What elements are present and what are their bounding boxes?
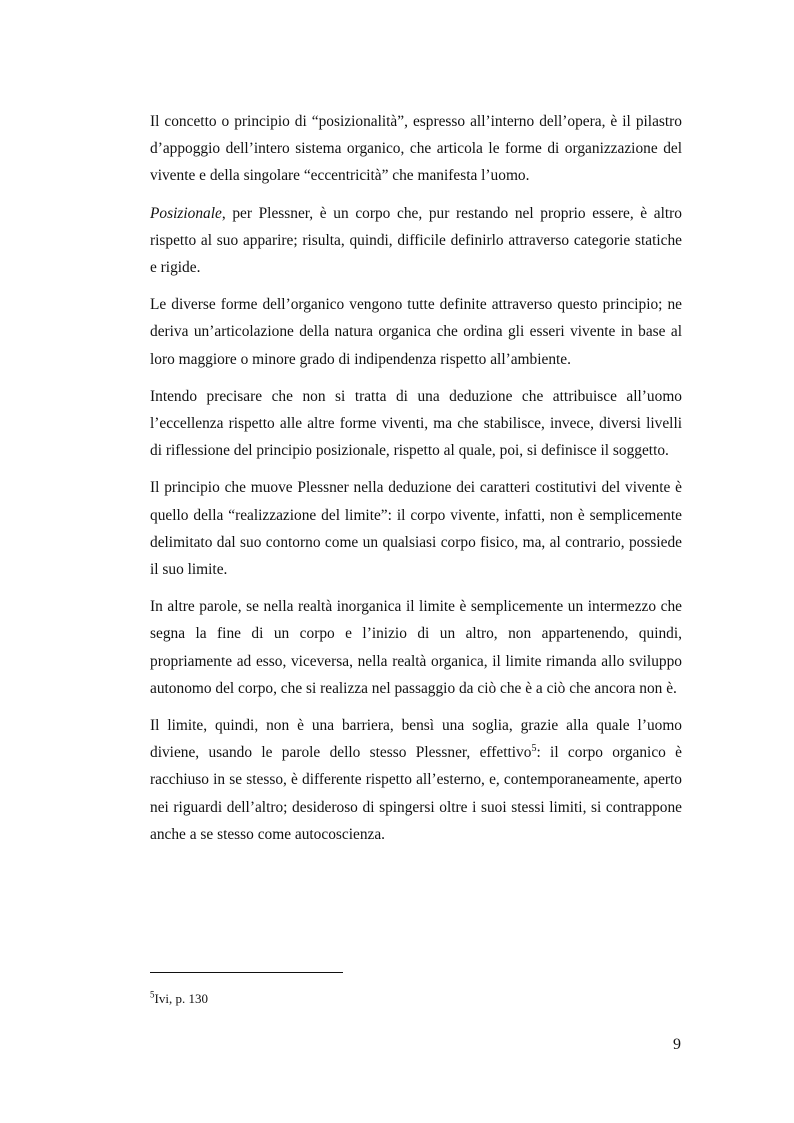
footnote-reference[interactable]: 5: [531, 743, 537, 755]
paragraph-3: Le diverse forme dell’organico vengono tutte definite attraverso questo principio; ne deriva un’articolazione della natura organica che ordina gli esseri vivente in base al loro maggiore o minore grado di indipendenza rispetto all’ambiente.: [150, 296, 682, 368]
paragraph-7-text-before: Il limite, quindi, non è una barriera, bensì una soglia, grazie alla quale l’uomo diviene, usando le parole dello stesso Plessner, effettivo: [150, 717, 682, 762]
paragraph-2: [150, 200, 682, 282]
paragraph-7-text-after: : il corpo organico è racchiuso in se stesso, è differente rispetto all’esterno, e, contemporaneamente, aperto nei riguardi dell’altro; desideroso di spingersi oltre i suoi stessi limiti, si contrappone anche a se stesso come autocoscienza.: [150, 744, 682, 843]
paragraph-5: Il principio che muove Plessner nella deduzione dei caratteri costitutivi del vivente è quello della “realizzazione del limite”: il corpo vivente, infatti, non è semplicemente delimitato dal suo contorno come un qualsiasi corpo fisico, ma, al contrario, possiede il suo limite.: [150, 479, 682, 579]
footnote: [150, 990, 208, 1008]
footnote-text: Ivi, p. 130: [154, 991, 208, 1006]
paragraph-6: In altre parole, se nella realtà inorganica il limite è semplicemente un intermezzo che segna la fine di un corpo e l’inizio di un altro, non appartenendo, quindi, propriamente ad esso, viceversa, nella realtà organica, il limite rimanda allo sviluppo autonomo del corpo, che si realizza nel passaggio da ciò che è a ciò che ancora non è.: [150, 598, 682, 697]
italic-term: Posizionale: [150, 204, 222, 222]
paragraph-7: [150, 712, 682, 848]
footnote-number: 5: [150, 989, 155, 1000]
page-number: 9: [673, 1036, 681, 1053]
paragraph-4: Intendo precisare che non si tratta di una deduzione che attribuisce all’uomo l’eccellenza rispetto alle altre forme viventi, ma che stabilisce, invece, diversi livelli di riflessione del principio posizionale, rispetto al quale, poi, si definisce il soggetto.: [150, 387, 682, 460]
paragraph-2-text: , per Plessner, è un corpo che, pur restando nel proprio essere, è altro rispetto al suo apparire; risulta, quindi, difficile definirlo attraverso categorie statiche e rigide.: [150, 204, 682, 277]
footnote-separator: [150, 972, 343, 973]
page-body: [150, 108, 682, 858]
paragraph-1: Il concetto o principio di “posizionalità”, espresso all’interno dell’opera, è il pilastro d’appoggio dell’intero sistema organico, che articola le forme di organizzazione del vivente e della singolare “eccentricità” che manifesta l’uomo.: [150, 113, 682, 185]
